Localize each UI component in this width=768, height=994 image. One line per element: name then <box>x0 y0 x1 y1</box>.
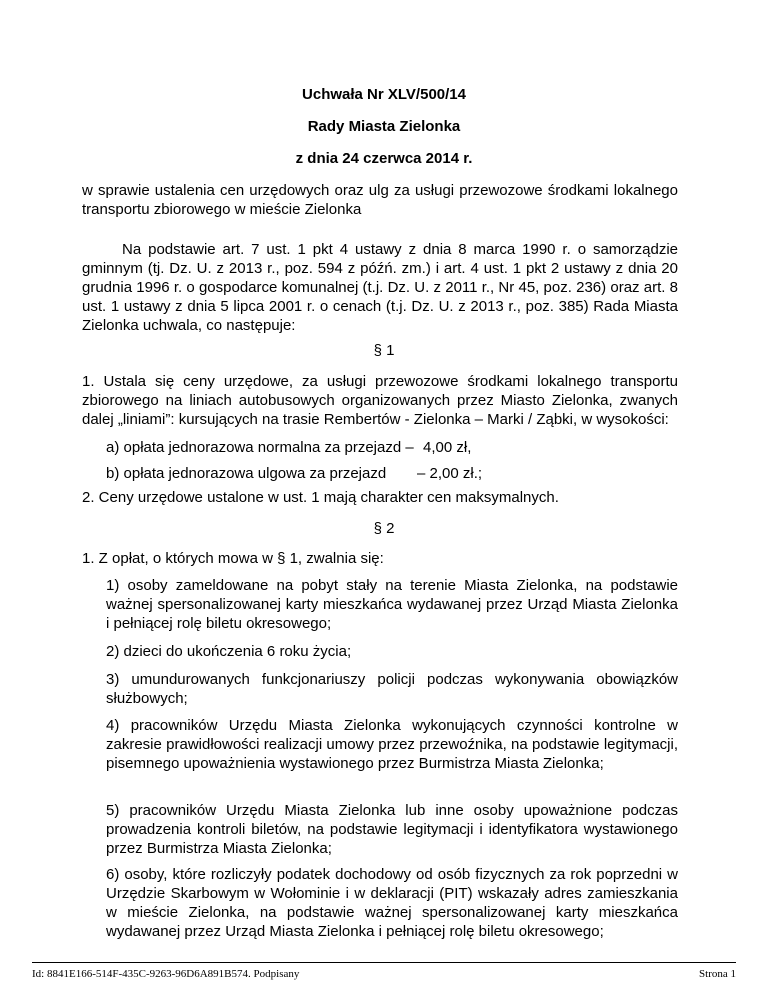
section-2-heading: § 2 <box>373 520 395 537</box>
page-number: Strona 1 <box>699 968 736 980</box>
exemption-item-4: 4) pracowników Urzędu Miasta Zielonka wykonujących czynności kontrolne w zakresie prawidłowości realizacji umowy przez przewoźnika, na podstawie legitymacji, pisemnego upoważnienia wystawionego przez Burmistrza Miasta Zielonka; <box>106 717 678 772</box>
resolution-date: z dnia 24 czerwca 2014 r. <box>295 150 473 167</box>
price-reduced-label: b) opłata jednorazowa ulgowa za przejazd <box>106 465 387 482</box>
exemption-item-1: 1) osoby zameldowane na pobyt stały na terenie Miasta Zielonka, na podstawie ważnej spersonalizowanej karty mieszkańca wydawanej przez Urząd Miasta Zielonka i pełniącej rolę biletu okresowego; <box>106 577 678 632</box>
resolution-subject: w sprawie ustalenia cen urzędowych oraz ulg za usługi przewozowe środkami lokalnego transportu zbiorowego w mieście Zielonka <box>82 182 678 218</box>
section-2-paragraph-1: 1. Z opłat, o których mowa w § 1, zwalnia się: <box>82 550 384 567</box>
preamble-paragraph: Na podstawie art. 7 ust. 1 pkt 4 ustawy z dnia 8 marca 1990 r. o samorządzie gminnym (tj. Dz. U. z 2013 r., poz. 594 z późń. zm.) i art. 4 ust. 1 pkt 2 ustawy z dnia 20 grudnia 1996 r. o gospodarce komunalnej (t.j. Dz. U. z 2011 r., Nr 45, poz. 236) oraz art. 8 ust. 1 ustawy z dnia 5 lipca 2001 r. o cenach (t.j. Dz. U. z 2013 r., poz. 385) Rada Miasta Zielonka uchwala, co następuje: <box>82 241 678 334</box>
section-1-paragraph-1: 1. Ustala się ceny urzędowe, za usługi przewozowe środkami lokalnego transportu zbiorowego na liniach autobusowych organizowanych przez Miasto Zielonka, zwanych dalej „liniami”: kursujących na trasie Rembertów - Zielonka – Marki / Ząbki, w wysokości: <box>82 373 678 428</box>
exemption-item-5: 5) pracowników Urzędu Miasta Zielonka lub inne osoby upoważnione podczas prowadzenia kontroli biletów, na podstawie legitymacji i identyfikatora wystawionego przez Burmistrza Miasta Zielonka; <box>106 802 678 857</box>
resolution-title: Uchwała Nr XLV/500/14 <box>302 86 466 103</box>
council-name: Rady Miasta Zielonka <box>307 118 461 135</box>
exemption-item-2: 2) dzieci do ukończenia 6 roku życia; <box>106 643 352 660</box>
section-1-heading: § 1 <box>373 342 395 359</box>
document-id: Id: 8841E166-514F-435C-9263-96D6A891B574. Podpisany <box>32 968 300 980</box>
price-normal-label: a) opłata jednorazowa normalna za przejazd – <box>106 439 414 456</box>
section-1-paragraph-2: 2. Ceny urzędowe ustalone w ust. 1 mają charakter cen maksymalnych. <box>82 489 559 506</box>
exemption-item-6: 6) osoby, które rozliczyły podatek dochodowy od osób fizycznych za rok poprzedni w Urzędzie Skarbowym w Wołominie i w deklaracji (PIT) wskazały adres zamieszkania w mieście Zielonka, na podstawie ważnej spersonalizowanej karty mieszkańca wydawanej przez Urząd Miasta Zielonka i pełniącej rolę biletu okresowego; <box>106 866 678 940</box>
price-normal-value: 4,00 zł, <box>423 439 472 456</box>
footer-divider <box>32 962 736 963</box>
exemption-item-3: 3) umundurowanych funkcjonariuszy policji podczas wykonywania obowiązków służbowych; <box>106 671 678 707</box>
price-reduced-value: – 2,00 zł.; <box>417 465 483 482</box>
